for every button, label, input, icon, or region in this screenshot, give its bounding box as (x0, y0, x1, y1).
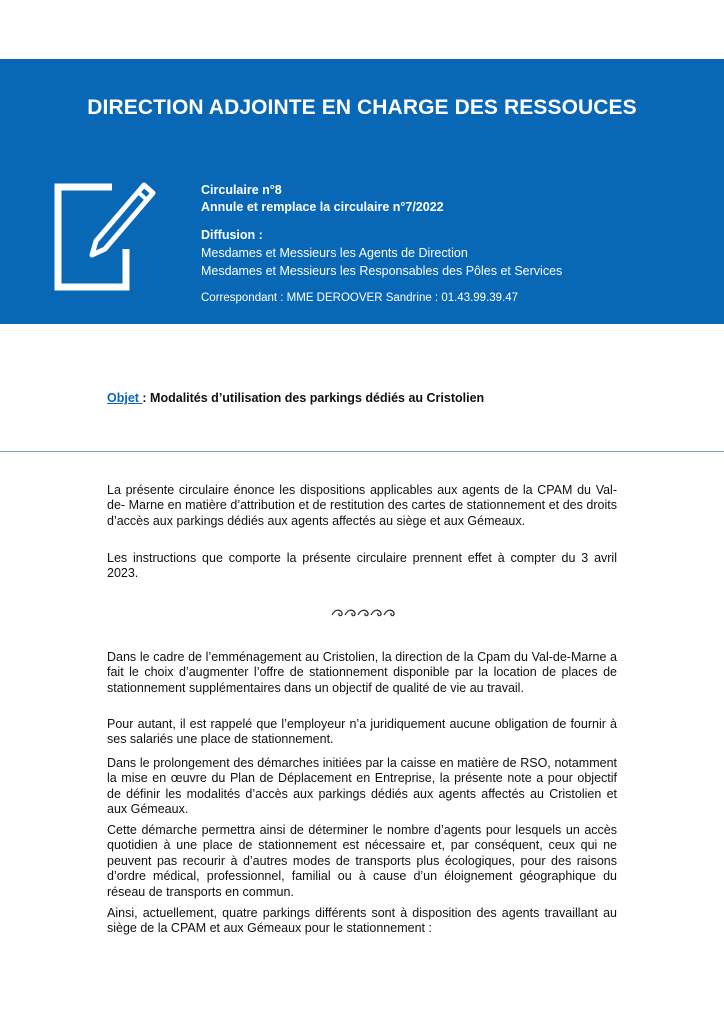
replaces-note: Annule et remplace la circulaire n°7/2022 (201, 200, 444, 214)
subject-line (107, 391, 484, 405)
subject-text: : Modalités d’utilisation des parkings dédiés au Cristolien (142, 391, 485, 405)
paragraph-1: La présente circulaire énonce les dispositions applicables aux agents de la CPAM du Val-de- Marne en matière d’attribution et de restitution des cartes de stationnement et des droits d’accès aux parkings dédiés aux agents affectés au siège et aux Gémeaux. (107, 483, 617, 528)
diffusion-line-2: Mesdames et Messieurs les Responsables des Pôles et Services (201, 264, 563, 278)
paragraph-4: Pour autant, il est rappelé que l’employeur n’a juridiquement aucune obligation de fournir à ses salariés une place de stationnement. (107, 717, 617, 747)
divider (0, 451, 724, 452)
page-title: DIRECTION ADJOINTE EN CHARGE DES RESSOUCES (87, 96, 637, 119)
paragraph-2: Les instructions que comporte la présente circulaire prennent effet à compter du 3 avril 2023. (107, 551, 617, 581)
paragraph-5: Dans le prolongement des démarches initiées par la caisse en matière de RSO, notamment la mise en œuvre du Plan de Déplacement en Entreprise, la présente note a pour objectif de définir les modalités d’accès aux parkings dédiés aux agents affectés au Cristolien et aux Gémeaux. (107, 756, 617, 817)
ornament-separator-icon (330, 606, 396, 620)
paragraph-3: Dans le cadre de l’emménagement au Cristolien, la direction de la Cpam du Val-de-Marne a fait le choix d’augmenter l’offre de stationnement disponible par la location de places de stationnement supplémentaires dans un objectif de qualité de vie au travail. (107, 650, 617, 695)
diffusion-label: Diffusion : (201, 228, 263, 242)
diffusion-line-1: Mesdames et Messieurs les Agents de Direction (201, 246, 468, 260)
subject-label: Objet (107, 391, 143, 405)
circular-number: Circulaire n°8 (201, 183, 282, 197)
edit-document-icon (52, 175, 162, 293)
paragraph-6: Cette démarche permettra ainsi de déterminer le nombre d’agents pour lesquels un accès quotidien à une place de stationnement est nécessaire et, par conséquent, ceux qui ne peuvent pas recourir à d’autres modes de transports plus écologiques, pour des raisons d’ordre médical, professionnel, familial ou à cause d’un éloignement géographique du réseau de transports en commun. (107, 823, 617, 899)
correspondent: Correspondant : MME DEROOVER Sandrine : 01.43.99.39.47 (201, 292, 519, 304)
paragraph-7: Ainsi, actuellement, quatre parkings différents sont à disposition des agents travaillant au siège de la CPAM et aux Gémeaux pour le stationnement : (107, 906, 617, 936)
